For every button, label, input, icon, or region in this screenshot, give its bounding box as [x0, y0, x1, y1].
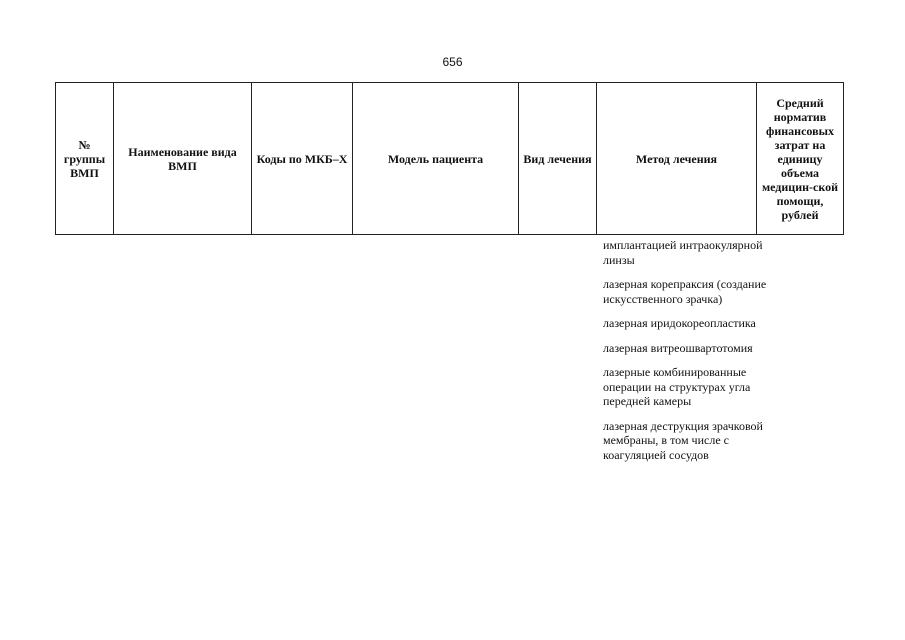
header-row — [56, 83, 844, 235]
method-list — [603, 238, 768, 472]
header-vmp-name: Наименование вида ВМП — [114, 83, 252, 235]
method-item: имплантацией интраокулярной линзы — [603, 238, 763, 267]
header-average-cost: Средний норматив финансовых затрат на единицу объема медицин-ской помощи, рублей — [757, 83, 844, 235]
header-icd-codes: Коды по МКБ–Х — [252, 83, 353, 235]
method-item: лазерная витреошвартотомия — [603, 340, 753, 355]
method-item: лазерная иридокореопластика — [603, 316, 756, 330]
header-patient-model: Модель пациента — [353, 83, 519, 235]
header-treatment-type: Вид лечения — [519, 83, 597, 235]
method-item: лазерная корепраксия (создание искусственного зрачка) — [603, 277, 767, 306]
header-group-number: № группы ВМП — [56, 83, 114, 235]
header-table — [55, 82, 844, 235]
header-treatment-method: Метод лечения — [597, 83, 757, 235]
method-item: лазерные комбинированные операции на структурах угла передней камеры — [603, 365, 751, 408]
page-number: 656 — [442, 55, 463, 69]
method-item: лазерная деструкция зрачковой мембраны, в том числе с коагуляцией сосудов — [603, 418, 763, 462]
